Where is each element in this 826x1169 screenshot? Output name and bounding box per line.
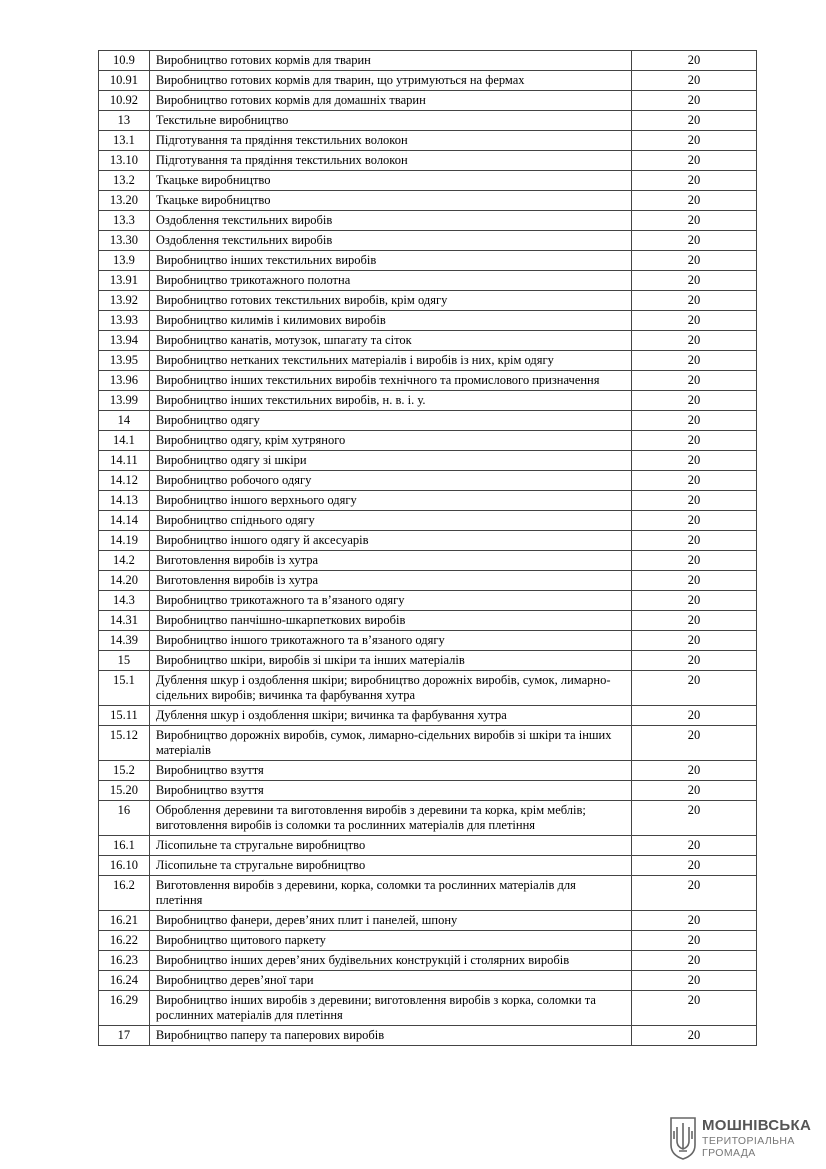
row-code: 16.2 <box>99 876 150 911</box>
row-activity-name: Виробництво взуття <box>149 761 631 781</box>
row-activity-name: Виробництво інших текстильних виробів, н. в. і. у. <box>149 391 631 411</box>
row-rate: 20 <box>631 451 756 471</box>
row-rate: 20 <box>631 291 756 311</box>
row-rate: 20 <box>631 931 756 951</box>
row-code: 16.29 <box>99 991 150 1026</box>
row-code: 14.2 <box>99 551 150 571</box>
row-activity-name: Текстильне виробництво <box>149 111 631 131</box>
table-row <box>99 991 757 1026</box>
row-code: 13.91 <box>99 271 150 291</box>
row-activity-name: Виробництво готових кормів для тварин, що утримуються на фермах <box>149 71 631 91</box>
row-code: 16.22 <box>99 931 150 951</box>
row-activity-name: Виробництво інших текстильних виробів <box>149 251 631 271</box>
row-rate: 20 <box>631 591 756 611</box>
table-row <box>99 451 757 471</box>
table-row <box>99 271 757 291</box>
row-code: 17 <box>99 1026 150 1046</box>
table-row <box>99 471 757 491</box>
row-activity-name: Виробництво готових текстильних виробів, крім одягу <box>149 291 631 311</box>
row-code: 15.2 <box>99 761 150 781</box>
table-row <box>99 531 757 551</box>
table-row <box>99 311 757 331</box>
row-code: 13.3 <box>99 211 150 231</box>
row-activity-name: Виробництво іншого верхнього одягу <box>149 491 631 511</box>
community-logo <box>668 1115 812 1165</box>
row-code: 13.9 <box>99 251 150 271</box>
table-row <box>99 856 757 876</box>
table-row <box>99 51 757 71</box>
row-code: 13.99 <box>99 391 150 411</box>
row-activity-name: Виробництво фанери, дерев’яних плит і панелей, шпону <box>149 911 631 931</box>
row-activity-name: Виробництво готових кормів для домашніх тварин <box>149 91 631 111</box>
table-row <box>99 971 757 991</box>
table-row <box>99 391 757 411</box>
row-activity-name: Виробництво взуття <box>149 781 631 801</box>
table-row <box>99 331 757 351</box>
table-row <box>99 191 757 211</box>
row-activity-name: Ткацьке виробництво <box>149 191 631 211</box>
row-activity-name: Виробництво одягу <box>149 411 631 431</box>
row-activity-name: Підготування та прядіння текстильних волокон <box>149 151 631 171</box>
row-code: 16 <box>99 801 150 836</box>
row-rate: 20 <box>631 71 756 91</box>
table-row <box>99 801 757 836</box>
table-row <box>99 571 757 591</box>
row-activity-name: Виробництво інших дерев’яних будівельних конструкцій і столярних виробів <box>149 951 631 971</box>
row-activity-name: Виробництво панчішно-шкарпеткових виробів <box>149 611 631 631</box>
row-activity-name: Виробництво трикотажного полотна <box>149 271 631 291</box>
row-rate: 20 <box>631 371 756 391</box>
table-row <box>99 131 757 151</box>
table-row <box>99 706 757 726</box>
row-code: 14 <box>99 411 150 431</box>
row-rate: 20 <box>631 801 756 836</box>
row-code: 14.11 <box>99 451 150 471</box>
row-activity-name: Дублення шкур і оздоблення шкіри; вичинка та фарбування хутра <box>149 706 631 726</box>
table-row <box>99 911 757 931</box>
row-code: 10.92 <box>99 91 150 111</box>
row-activity-name: Ткацьке виробництво <box>149 171 631 191</box>
row-code: 13.30 <box>99 231 150 251</box>
table-row <box>99 591 757 611</box>
row-rate: 20 <box>631 351 756 371</box>
row-rate: 20 <box>631 1026 756 1046</box>
table-row <box>99 761 757 781</box>
row-rate: 20 <box>631 551 756 571</box>
row-rate: 20 <box>631 251 756 271</box>
table-row <box>99 251 757 271</box>
row-rate: 20 <box>631 611 756 631</box>
row-code: 13.95 <box>99 351 150 371</box>
tax-rate-table <box>98 50 757 1046</box>
table-row <box>99 1026 757 1046</box>
table-row <box>99 491 757 511</box>
row-activity-name: Виробництво дорожніх виробів, сумок, лимарно-сідельних виробів зі шкіри та інших матеріалів <box>149 726 631 761</box>
row-rate: 20 <box>631 706 756 726</box>
row-activity-name: Оброблення деревини та виготовлення виробів з деревини та корка, крім меблів; виготовлення виробів із соломки та рослинних матеріалів для плетіння <box>149 801 631 836</box>
row-rate: 20 <box>631 231 756 251</box>
row-code: 13.94 <box>99 331 150 351</box>
row-rate: 20 <box>631 171 756 191</box>
table-row <box>99 351 757 371</box>
table-row <box>99 876 757 911</box>
row-activity-name: Виробництво готових кормів для тварин <box>149 51 631 71</box>
row-rate: 20 <box>631 111 756 131</box>
row-code: 15.20 <box>99 781 150 801</box>
row-rate: 20 <box>631 271 756 291</box>
table-row <box>99 671 757 706</box>
row-code: 16.1 <box>99 836 150 856</box>
table-row <box>99 511 757 531</box>
row-rate: 20 <box>631 491 756 511</box>
row-code: 10.91 <box>99 71 150 91</box>
table-row <box>99 151 757 171</box>
row-code: 13.1 <box>99 131 150 151</box>
row-rate: 20 <box>631 51 756 71</box>
row-activity-name: Виробництво канатів, мотузок, шпагату та сіток <box>149 331 631 351</box>
row-activity-name: Виробництво інших текстильних виробів технічного та промислового призначення <box>149 371 631 391</box>
table-row <box>99 431 757 451</box>
row-code: 14.20 <box>99 571 150 591</box>
table-row <box>99 231 757 251</box>
row-rate: 20 <box>631 781 756 801</box>
row-activity-name: Виробництво спіднього одягу <box>149 511 631 531</box>
row-activity-name: Виробництво трикотажного та в’язаного одягу <box>149 591 631 611</box>
row-code: 13.20 <box>99 191 150 211</box>
row-activity-name: Виробництво одягу, крім хутряного <box>149 431 631 451</box>
row-rate: 20 <box>631 761 756 781</box>
row-code: 16.10 <box>99 856 150 876</box>
table-row <box>99 71 757 91</box>
row-rate: 20 <box>631 671 756 706</box>
table-row <box>99 291 757 311</box>
row-code: 14.13 <box>99 491 150 511</box>
table-row <box>99 411 757 431</box>
trident-icon <box>668 1115 698 1161</box>
row-activity-name: Оздоблення текстильних виробів <box>149 231 631 251</box>
row-activity-name: Виробництво іншого трикотажного та в’язаного одягу <box>149 631 631 651</box>
row-rate: 20 <box>631 311 756 331</box>
table-row <box>99 836 757 856</box>
row-rate: 20 <box>631 331 756 351</box>
row-rate: 20 <box>631 651 756 671</box>
row-activity-name: Виготовлення виробів із хутра <box>149 551 631 571</box>
row-activity-name: Виготовлення виробів із хутра <box>149 571 631 591</box>
logo-line-2: ТЕРИТОРІАЛЬНА <box>702 1135 795 1147</box>
row-code: 13 <box>99 111 150 131</box>
row-activity-name: Оздоблення текстильних виробів <box>149 211 631 231</box>
row-code: 14.39 <box>99 631 150 651</box>
row-activity-name: Дублення шкур і оздоблення шкіри; виробництво дорожніх виробів, сумок, лимарно-сідельних виробів; вичинка та фарбування хутра <box>149 671 631 706</box>
row-code: 14.14 <box>99 511 150 531</box>
row-code: 10.9 <box>99 51 150 71</box>
row-activity-name: Виробництво інших виробів з деревини; виготовлення виробів з корка, соломки та рослинних матеріалів для плетіння <box>149 991 631 1026</box>
table-row <box>99 91 757 111</box>
row-code: 14.31 <box>99 611 150 631</box>
row-code: 13.2 <box>99 171 150 191</box>
row-rate: 20 <box>631 391 756 411</box>
row-rate: 20 <box>631 631 756 651</box>
row-code: 13.10 <box>99 151 150 171</box>
row-rate: 20 <box>631 211 756 231</box>
row-code: 13.93 <box>99 311 150 331</box>
row-code: 15.11 <box>99 706 150 726</box>
row-rate: 20 <box>631 471 756 491</box>
row-rate: 20 <box>631 151 756 171</box>
row-rate: 20 <box>631 911 756 931</box>
row-rate: 20 <box>631 571 756 591</box>
row-activity-name: Виробництво іншого одягу й аксесуарів <box>149 531 631 551</box>
table-row <box>99 551 757 571</box>
row-activity-name: Підготування та прядіння текстильних волокон <box>149 131 631 151</box>
table-body <box>99 51 757 1046</box>
row-activity-name: Виготовлення виробів з деревини, корка, соломки та рослинних матеріалів для плетіння <box>149 876 631 911</box>
row-code: 14.3 <box>99 591 150 611</box>
row-rate: 20 <box>631 876 756 911</box>
row-activity-name: Виробництво робочого одягу <box>149 471 631 491</box>
row-activity-name: Виробництво килимів і килимових виробів <box>149 311 631 331</box>
table-row <box>99 726 757 761</box>
row-code: 16.24 <box>99 971 150 991</box>
table-row <box>99 611 757 631</box>
row-rate: 20 <box>631 131 756 151</box>
table-row <box>99 651 757 671</box>
row-code: 15 <box>99 651 150 671</box>
row-rate: 20 <box>631 726 756 761</box>
row-activity-name: Виробництво нетканих текстильних матеріалів і виробів із них, крім одягу <box>149 351 631 371</box>
row-activity-name: Виробництво паперу та паперових виробів <box>149 1026 631 1046</box>
row-code: 15.12 <box>99 726 150 761</box>
row-code: 14.19 <box>99 531 150 551</box>
row-code: 16.21 <box>99 911 150 931</box>
row-rate: 20 <box>631 411 756 431</box>
row-rate: 20 <box>631 951 756 971</box>
table-row <box>99 211 757 231</box>
row-rate: 20 <box>631 836 756 856</box>
row-activity-name: Лісопильне та стругальне виробництво <box>149 836 631 856</box>
row-rate: 20 <box>631 531 756 551</box>
row-code: 13.92 <box>99 291 150 311</box>
row-rate: 20 <box>631 91 756 111</box>
row-rate: 20 <box>631 431 756 451</box>
table-row <box>99 111 757 131</box>
row-code: 14.1 <box>99 431 150 451</box>
row-activity-name: Виробництво дерев’яної тари <box>149 971 631 991</box>
row-code: 13.96 <box>99 371 150 391</box>
row-activity-name: Виробництво одягу зі шкіри <box>149 451 631 471</box>
row-code: 15.1 <box>99 671 150 706</box>
table-row <box>99 931 757 951</box>
row-rate: 20 <box>631 971 756 991</box>
row-code: 14.12 <box>99 471 150 491</box>
table-row <box>99 171 757 191</box>
logo-line-1: МОШНІВСЬКА <box>702 1117 812 1134</box>
table-row <box>99 631 757 651</box>
logo-line-3: ГРОМАДА <box>702 1147 756 1159</box>
table-row <box>99 951 757 971</box>
row-rate: 20 <box>631 991 756 1026</box>
row-code: 16.23 <box>99 951 150 971</box>
row-rate: 20 <box>631 511 756 531</box>
table-row <box>99 371 757 391</box>
table-row <box>99 781 757 801</box>
row-activity-name: Виробництво шкіри, виробів зі шкіри та інших матеріалів <box>149 651 631 671</box>
row-rate: 20 <box>631 856 756 876</box>
row-activity-name: Лісопильне та стругальне виробництво <box>149 856 631 876</box>
row-activity-name: Виробництво щитового паркету <box>149 931 631 951</box>
row-rate: 20 <box>631 191 756 211</box>
